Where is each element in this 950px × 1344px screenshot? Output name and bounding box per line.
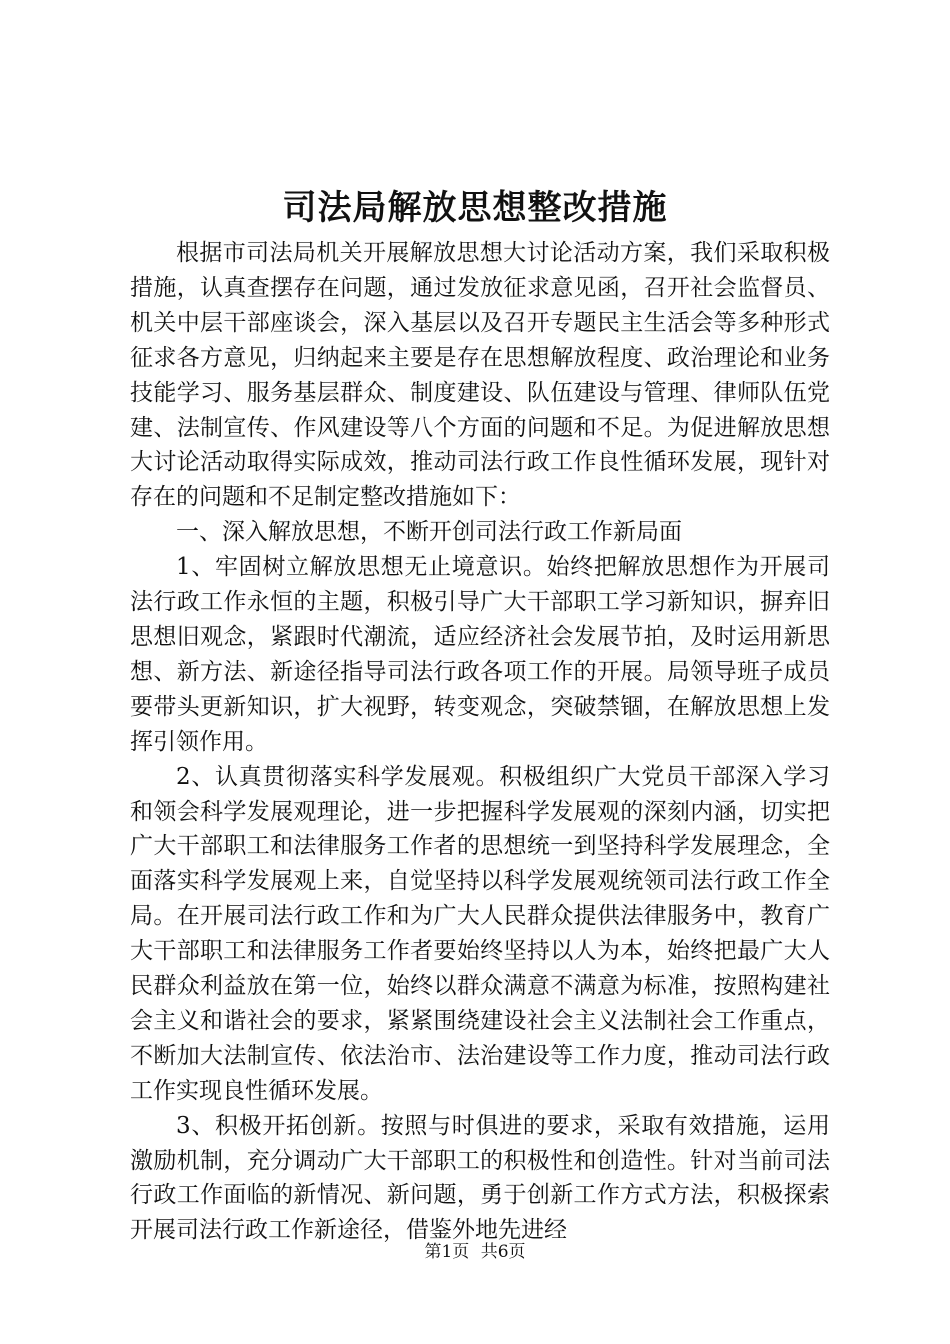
page-number: 第1页 xyxy=(424,1242,470,1262)
paragraph-item-3: 3、积极开拓创新。按照与时俱进的要求，采取有效措施，运用激励机制，充分调动广大干部职工的积极性和创造性。针对当前司法行政工作面临的新情况、新问题，勇于创新工作方式方法，积极探索开展司法行政工作新途径，借鉴外地先进经 xyxy=(130,1112,830,1244)
paragraph-intro: 根据市司法局机关开展解放思想大讨论活动方案，我们采取积极措施，认真查摆存在问题，通过发放征求意见函，召开社会监督员、机关中层干部座谈会，深入基层以及召开专题民主生活会等多种形式征求各方意见，归纳起来主要是存在思想解放程度、政治理论和业务技能学习、服务基层群众、制度建设、队伍建设与管理、律师队伍党建、法制宣传、作风建设等八个方面的问题和不足。为促进解放思想大讨论活动取得实际成效，推动司法行政工作良性循环发展，现针对存在的问题和不足制定整改措施如下： xyxy=(130,240,830,511)
page-total: 共6页 xyxy=(480,1242,526,1262)
paragraph-item-1: 1、牢固树立解放思想无止境意识。始终把解放思想作为开展司法行政工作永恒的主题，积极引导广大干部职工学习新知识，摒弃旧思想旧观念，紧跟时代潮流，适应经济社会发展节拍，及时运用新思想、新方法、新途径指导司法行政各项工作的开展。局领导班子成员要带头更新知识，扩大视野，转变观念，突破禁锢，在解放思想上发挥引领作用。 xyxy=(130,554,830,755)
page-footer xyxy=(0,1240,950,1264)
section-heading-1: 一、深入解放思想，不断开创司法行政工作新局面 xyxy=(176,519,682,546)
document-body xyxy=(130,236,830,1248)
paragraph-item-2: 2、认真贯彻落实科学发展观。积极组织广大党员干部深入学习和领会科学发展观理论，进一步把握科学发展观的深刻内涵，切实把广大干部职工和法律服务工作者的思想统一到坚持科学发展理念，全面落实科学发展观上来，自觉坚持以科学发展观统领司法行政工作全局。在开展司法行政工作和为广大人民群众提供法律服务中，教育广大干部职工和法律服务工作者要始终坚持以人为本，始终把最广大人民群众利益放在第一位，始终以群众满意不满意为标准，按照构建社会主义和谐社会的要求，紧紧围绕建设社会主义法制社会工作重点，不断加大法制宣传、依法治市、法治建设等工作力度，推动司法行政工作实现良性循环发展。 xyxy=(130,763,830,1104)
document-title: 司法局解放思想整改措施 xyxy=(282,188,668,228)
